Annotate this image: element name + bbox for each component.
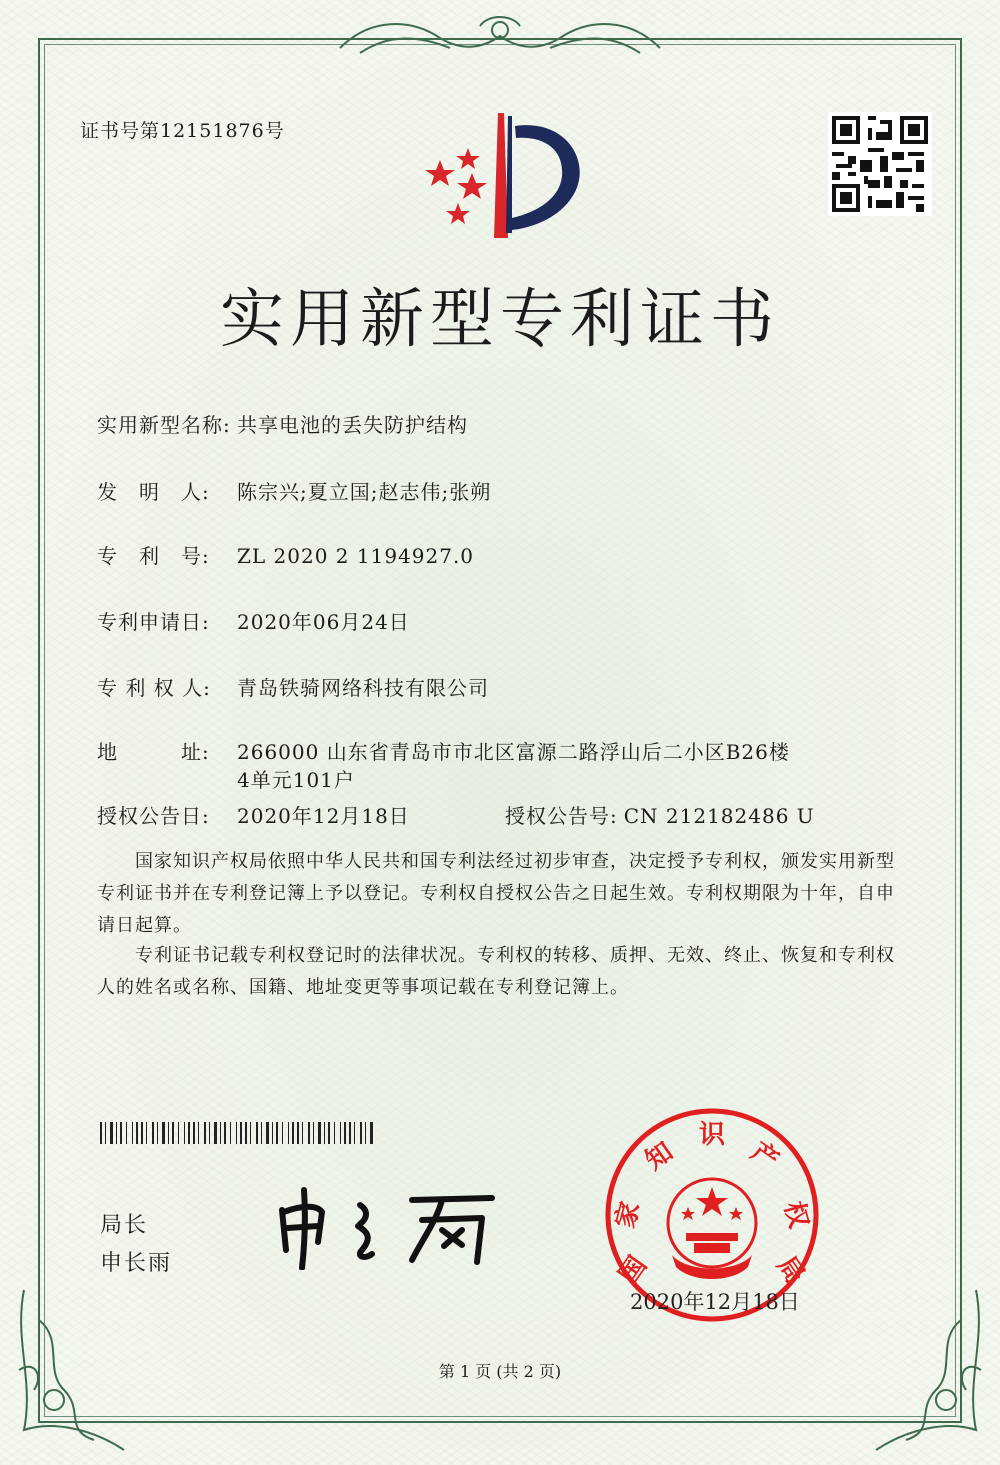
top-ornament <box>330 8 670 68</box>
seal-date: 2020年12月18日 <box>630 1290 800 1314</box>
inventor-label: 发 明 人: <box>97 480 210 504</box>
patent-number-label: 专 利 号: <box>97 544 210 568</box>
seal-char-2: 家 <box>610 1198 647 1232</box>
grant-date-label: 授权公告日: <box>97 804 210 828</box>
director-name: 申长雨 <box>100 1251 173 1276</box>
address-line-2: 4单元101户 <box>237 768 355 792</box>
field-patent-number <box>97 540 474 569</box>
inventor-value: 陈宗兴;夏立国;赵志伟;张朔 <box>237 480 492 504</box>
legal-paragraph-2: 专利证书记载专利权登记时的法律状况。专利权的转移、质押、无效、终止、恢复和专利权人的姓名或名称、国籍、地址变更等事项记载在专利登记簿上。 <box>97 945 895 998</box>
grant-number-value: CN 212182486 U <box>623 804 815 828</box>
address-line-1: 266000 山东省青岛市市北区富源二路浮山后二小区B26楼 <box>237 740 790 764</box>
certificate-title: 实用新型专利证书 <box>220 283 780 357</box>
model-name-label: 实用新型名称: <box>97 413 231 437</box>
certificate-number: 证书号第12151876号 <box>80 120 285 142</box>
cnipa-logo-icon <box>420 108 590 243</box>
patentee-value: 青岛铁骑网络科技有限公司 <box>237 676 489 700</box>
legal-paragraph-1: 国家知识产权局依照中华人民共和国专利法经过初步审查，决定授予专利权，颁发实用新型专利证书并在专利登记簿上予以登记。专利权自授权公告之日起生效。专利权期限为十年，自申请日起算。 <box>97 851 895 936</box>
seal-char-7: 局 <box>770 1251 811 1290</box>
grant-date-value: 2020年12月18日 <box>237 804 410 828</box>
grant-number-label: 授权公告号: <box>505 804 618 828</box>
field-address <box>97 736 790 765</box>
application-date-label: 专利申请日: <box>97 610 210 634</box>
qr-code <box>828 112 932 216</box>
field-inventor <box>97 476 491 505</box>
barcode <box>100 1122 376 1144</box>
patentee-label: 专 利 权 人: <box>97 676 211 700</box>
seal-char-5: 产 <box>745 1136 784 1177</box>
seal-char-1: 国 <box>613 1251 654 1290</box>
patent-number-value: ZL 2020 2 1194927.0 <box>237 544 475 568</box>
seal-char-4: 识 <box>698 1120 726 1150</box>
field-grant-number <box>505 800 815 829</box>
director-signature <box>272 1180 512 1270</box>
field-patentee <box>97 672 489 701</box>
field-application-date <box>97 606 410 635</box>
page-number: 第 1 页 (共 2 页) <box>438 1362 562 1381</box>
field-model-name <box>97 409 468 438</box>
seal-char-3: 知 <box>640 1136 679 1177</box>
model-name-value: 共享电池的丢失防护结构 <box>237 413 468 437</box>
address-label: 地 址: <box>97 740 210 764</box>
director-title: 局长 <box>100 1213 149 1238</box>
field-grant-date <box>97 800 410 829</box>
seal-char-6: 权 <box>777 1198 814 1232</box>
application-date-value: 2020年06月24日 <box>237 610 410 634</box>
